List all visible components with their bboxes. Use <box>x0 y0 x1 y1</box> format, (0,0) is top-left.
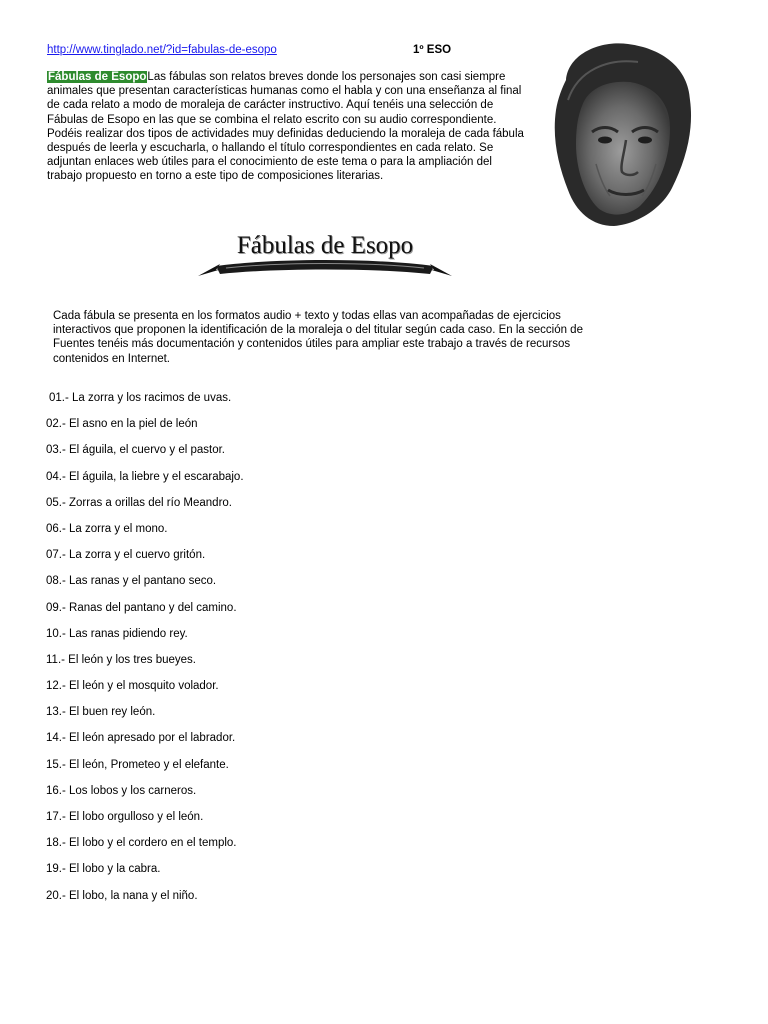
intro-highlight: Fábulas de Esopo <box>48 71 147 83</box>
fable-item[interactable]: 10.- Las ranas pidiendo rey. <box>46 627 188 640</box>
fable-item[interactable]: 08.- Las ranas y el pantano seco. <box>46 575 217 588</box>
fable-item[interactable]: 16.- Los lobos y los carneros. <box>46 784 197 797</box>
fable-item[interactable]: 18.- El lobo y el cordero en el templo. <box>46 837 237 850</box>
fable-item[interactable]: 09.- Ranas del pantano y del camino. <box>46 601 237 614</box>
fable-item[interactable]: 01.- La zorra y los racimos de uvas. <box>49 392 232 404</box>
fable-item[interactable]: 04.- El águila, la liebre y el escarabajo. <box>46 470 244 483</box>
grade-label: 1º ESO <box>413 44 452 56</box>
fable-item[interactable]: 13.- El buen rey león. <box>46 706 156 719</box>
fable-item[interactable]: 03.- El águila, el cuervo y el pastor. <box>46 444 225 457</box>
aesop-portrait <box>538 40 698 228</box>
banner-title: Fábulas de Esopo <box>236 232 414 259</box>
source-link[interactable]: http://www.tinglado.net/?id=fabulas-de-esopo <box>47 44 277 56</box>
fable-item[interactable]: 20.- El lobo, la nana y el niño. <box>46 889 198 902</box>
fable-item[interactable]: 12.- El león y el mosquito volador. <box>46 680 219 693</box>
fable-list <box>46 390 244 914</box>
intro-text: Las fábulas son relatos breves donde los personajes son casi siempre animales que presentan características humanas como el habla y con una enseñanza al final de cada relato a modo de moraleja de carácter instructivo. Aquí tenéis una selección de Fábulas de Esopo en las que se combina el relato escrito con su audio correspondiente. Podéis realizar dos tipos de actividades muy definidas deduciendo la moraleja de cada fábula después de leerla y escucharla, o hallando el título correspondientes en cada relato. Se adjuntan enlaces web útiles para el conocimiento de este tema o para la ampliación del trabajo propuesto en torno a este tipo de composiciones literarias. <box>47 71 524 183</box>
intro-paragraph <box>47 70 527 184</box>
fable-item[interactable]: 11.- El león y los tres bueyes. <box>46 653 196 666</box>
title-banner <box>196 228 454 284</box>
fable-item[interactable]: 14.- El león apresado por el labrador. <box>46 732 236 745</box>
fable-item[interactable]: 06.- La zorra y el mono. <box>46 522 168 535</box>
fable-item[interactable]: 02.- El asno en la piel de león <box>46 418 198 431</box>
fable-item[interactable]: 15.- El león, Prometeo y el elefante. <box>46 758 229 771</box>
fable-item[interactable]: 05.- Zorras a orillas del río Meandro. <box>46 496 232 509</box>
fable-item[interactable]: 19.- El lobo y la cabra. <box>46 863 161 876</box>
fable-item[interactable]: 07.- La zorra y el cuervo gritón. <box>46 549 206 562</box>
lead-paragraph: Cada fábula se presenta en los formatos audio + texto y todas ellas van acompañadas de ejercicios interactivos que proponen la identificación de la moraleja o del titular según cada caso. En la sección de Fuentes tenéis más documentación y contenidos útiles para ampliar este trabajo a través de recursos contenidos en Internet. <box>53 310 583 365</box>
fable-item[interactable]: 17.- El lobo orgulloso y el león. <box>46 811 204 823</box>
